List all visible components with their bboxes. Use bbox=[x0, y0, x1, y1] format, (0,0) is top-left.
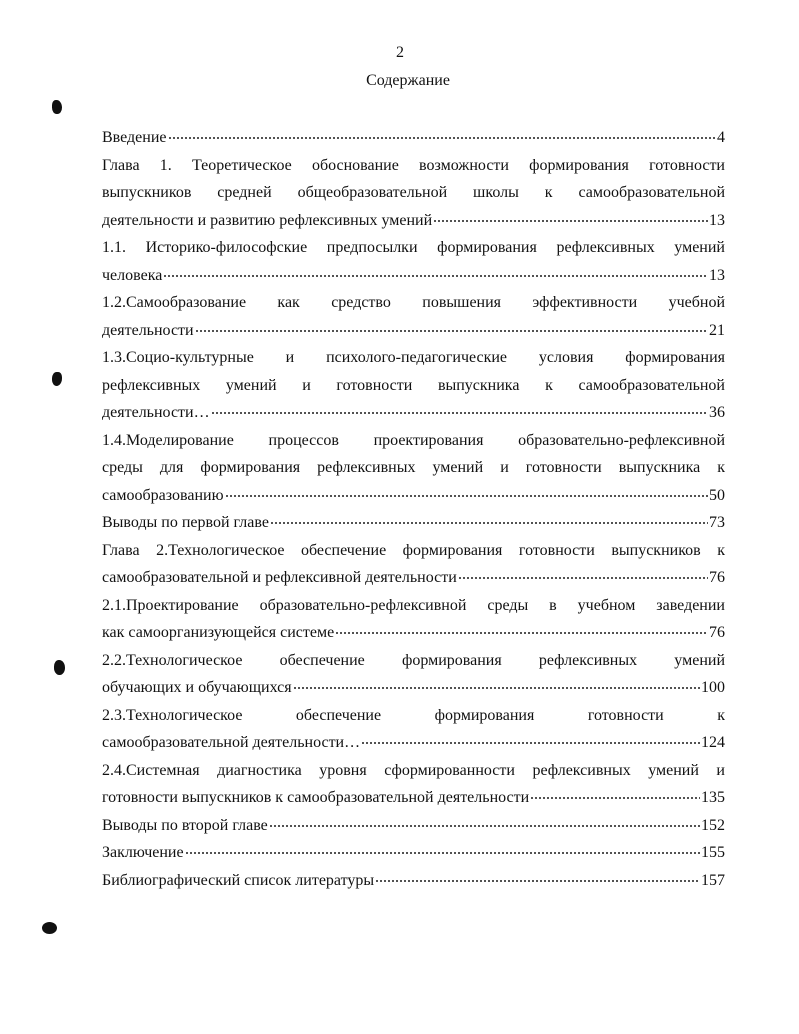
dot-leader bbox=[269, 812, 700, 828]
toc-entry bbox=[102, 289, 725, 344]
toc-entry-line: 2.2.Технологическое обеспечение формирования рефлексивных умений bbox=[102, 651, 725, 669]
toc-entry-title: человека bbox=[102, 266, 163, 284]
toc-entry-line: 1.1. Историко-философские предпосылки формирования рефлексивных умений bbox=[102, 239, 725, 256]
toc-entry-line: Глава 2.Технологическое обеспечение формирования готовности выпускников к bbox=[102, 541, 725, 559]
toc-entry-last-line bbox=[102, 867, 725, 895]
toc-entry-last-line bbox=[102, 317, 725, 345]
toc-entry-title: Заключение bbox=[102, 844, 184, 861]
dot-leader bbox=[195, 317, 708, 333]
toc-entry-title: самообразовательной деятельности… bbox=[102, 734, 361, 751]
toc-entry-line: 1.4.Моделирование процессов проектирования образовательно-рефлексивной bbox=[102, 431, 725, 449]
page-title: Содержание bbox=[366, 72, 450, 89]
dot-leader bbox=[225, 482, 708, 498]
toc-entry bbox=[102, 867, 725, 895]
dot-leader bbox=[270, 509, 708, 525]
toc-entry bbox=[102, 509, 725, 537]
toc-entry-page: 36 bbox=[709, 404, 725, 421]
dot-leader bbox=[335, 619, 708, 635]
dot-leader bbox=[433, 207, 708, 223]
dot-leader bbox=[211, 399, 708, 415]
toc-entry-last-line bbox=[102, 564, 725, 592]
dot-leader bbox=[530, 784, 700, 800]
table-of-contents bbox=[102, 124, 725, 894]
toc-entry-page: 50 bbox=[709, 486, 725, 504]
toc-entry bbox=[102, 152, 725, 235]
toc-entry-last-line bbox=[102, 784, 725, 812]
toc-entry-title: Выводы по первой главе bbox=[102, 514, 269, 531]
toc-entry-title: как самоорганизующейся системе bbox=[102, 624, 335, 641]
toc-entry-page: 73 bbox=[709, 514, 725, 531]
toc-entry-last-line bbox=[102, 509, 725, 537]
toc-entry-title: самообразовательной и рефлексивной деятельности bbox=[102, 569, 457, 586]
toc-entry-page: 124 bbox=[701, 734, 725, 751]
toc-entry bbox=[102, 592, 725, 647]
toc-entry-title: Выводы по второй главе bbox=[102, 816, 268, 834]
toc-entry-last-line bbox=[102, 839, 725, 867]
dot-leader bbox=[168, 124, 717, 140]
dot-leader bbox=[458, 564, 708, 580]
scan-mark bbox=[52, 100, 62, 114]
dot-leader bbox=[361, 729, 700, 745]
toc-entry bbox=[102, 234, 725, 289]
toc-entry-last-line bbox=[102, 674, 725, 702]
toc-entry-last-line bbox=[102, 619, 725, 647]
toc-entry-line: Глава 1. Теоретическое обоснование возможности формирования готовности bbox=[102, 156, 725, 174]
toc-entry bbox=[102, 124, 725, 152]
toc-entry-last-line bbox=[102, 124, 725, 152]
toc-entry-title: готовности выпускников к самообразовательной деятельности bbox=[102, 789, 530, 806]
toc-entry-line: 2.3.Технологическое обеспечение формирования готовности к bbox=[102, 706, 725, 724]
toc-entry-page: 13 bbox=[709, 266, 725, 284]
scan-mark bbox=[42, 922, 57, 934]
toc-entry-page: 152 bbox=[701, 816, 725, 834]
toc-entry-title: Библиографический список литературы bbox=[102, 871, 375, 889]
toc-entry bbox=[102, 839, 725, 867]
toc-entry-last-line bbox=[102, 399, 725, 427]
toc-entry bbox=[102, 812, 725, 840]
toc-entry-line: 1.2.Самообразование как средство повышения эффективности учебной bbox=[102, 294, 725, 311]
toc-entry-last-line bbox=[102, 482, 725, 510]
scan-mark bbox=[52, 372, 62, 386]
toc-entry-line: среды для формирования рефлексивных умений и готовности выпускника к bbox=[102, 459, 725, 476]
scan-mark bbox=[54, 660, 65, 675]
toc-entry-last-line bbox=[102, 812, 725, 840]
toc-entry-page: 100 bbox=[701, 679, 725, 696]
toc-entry-title: самообразованию bbox=[102, 486, 224, 504]
toc-entry-page: 21 bbox=[709, 321, 725, 339]
toc-entry-last-line bbox=[102, 207, 725, 235]
toc-entry-title: деятельности bbox=[102, 321, 194, 339]
toc-entry-page: 76 bbox=[709, 569, 725, 586]
toc-entry-page: 4 bbox=[717, 129, 725, 146]
toc-entry-title: Введение bbox=[102, 129, 167, 146]
toc-entry bbox=[102, 344, 725, 427]
toc-entry-page: 155 bbox=[701, 844, 725, 861]
toc-entry-line: 2.4.Системная диагностика уровня сформированности рефлексивных умений и bbox=[102, 761, 725, 779]
toc-entry bbox=[102, 427, 725, 510]
toc-entry-title: обучающих и обучающихся bbox=[102, 679, 292, 696]
dot-leader bbox=[185, 839, 700, 855]
toc-entry bbox=[102, 647, 725, 702]
toc-entry-line: 1.3.Социо-культурные и психолого-педагогические условия формирования bbox=[102, 349, 725, 366]
toc-entry-page: 135 bbox=[701, 789, 725, 806]
toc-entry-line: 2.1.Проектирование образовательно-рефлексивной среды в учебном заведении bbox=[102, 596, 725, 614]
toc-entry-page: 13 bbox=[709, 211, 725, 229]
toc-entry-title: деятельности… bbox=[102, 404, 210, 421]
toc-entry bbox=[102, 757, 725, 812]
toc-entry-page: 76 bbox=[709, 624, 725, 641]
toc-entry bbox=[102, 702, 725, 757]
toc-entry-line: выпускников средней общеобразовательной школы к самообразовательной bbox=[102, 184, 725, 201]
page-number: 2 bbox=[396, 44, 404, 61]
dot-leader bbox=[163, 262, 708, 278]
toc-entry-last-line bbox=[102, 262, 725, 290]
dot-leader bbox=[375, 867, 700, 883]
toc-entry bbox=[102, 537, 725, 592]
toc-entry-last-line bbox=[102, 729, 725, 757]
toc-entry-line: рефлексивных умений и готовности выпускника к самообразовательной bbox=[102, 376, 725, 394]
dot-leader bbox=[293, 674, 700, 690]
toc-entry-title: деятельности и развитию рефлексивных умений bbox=[102, 211, 433, 229]
toc-entry-page: 157 bbox=[701, 871, 725, 889]
